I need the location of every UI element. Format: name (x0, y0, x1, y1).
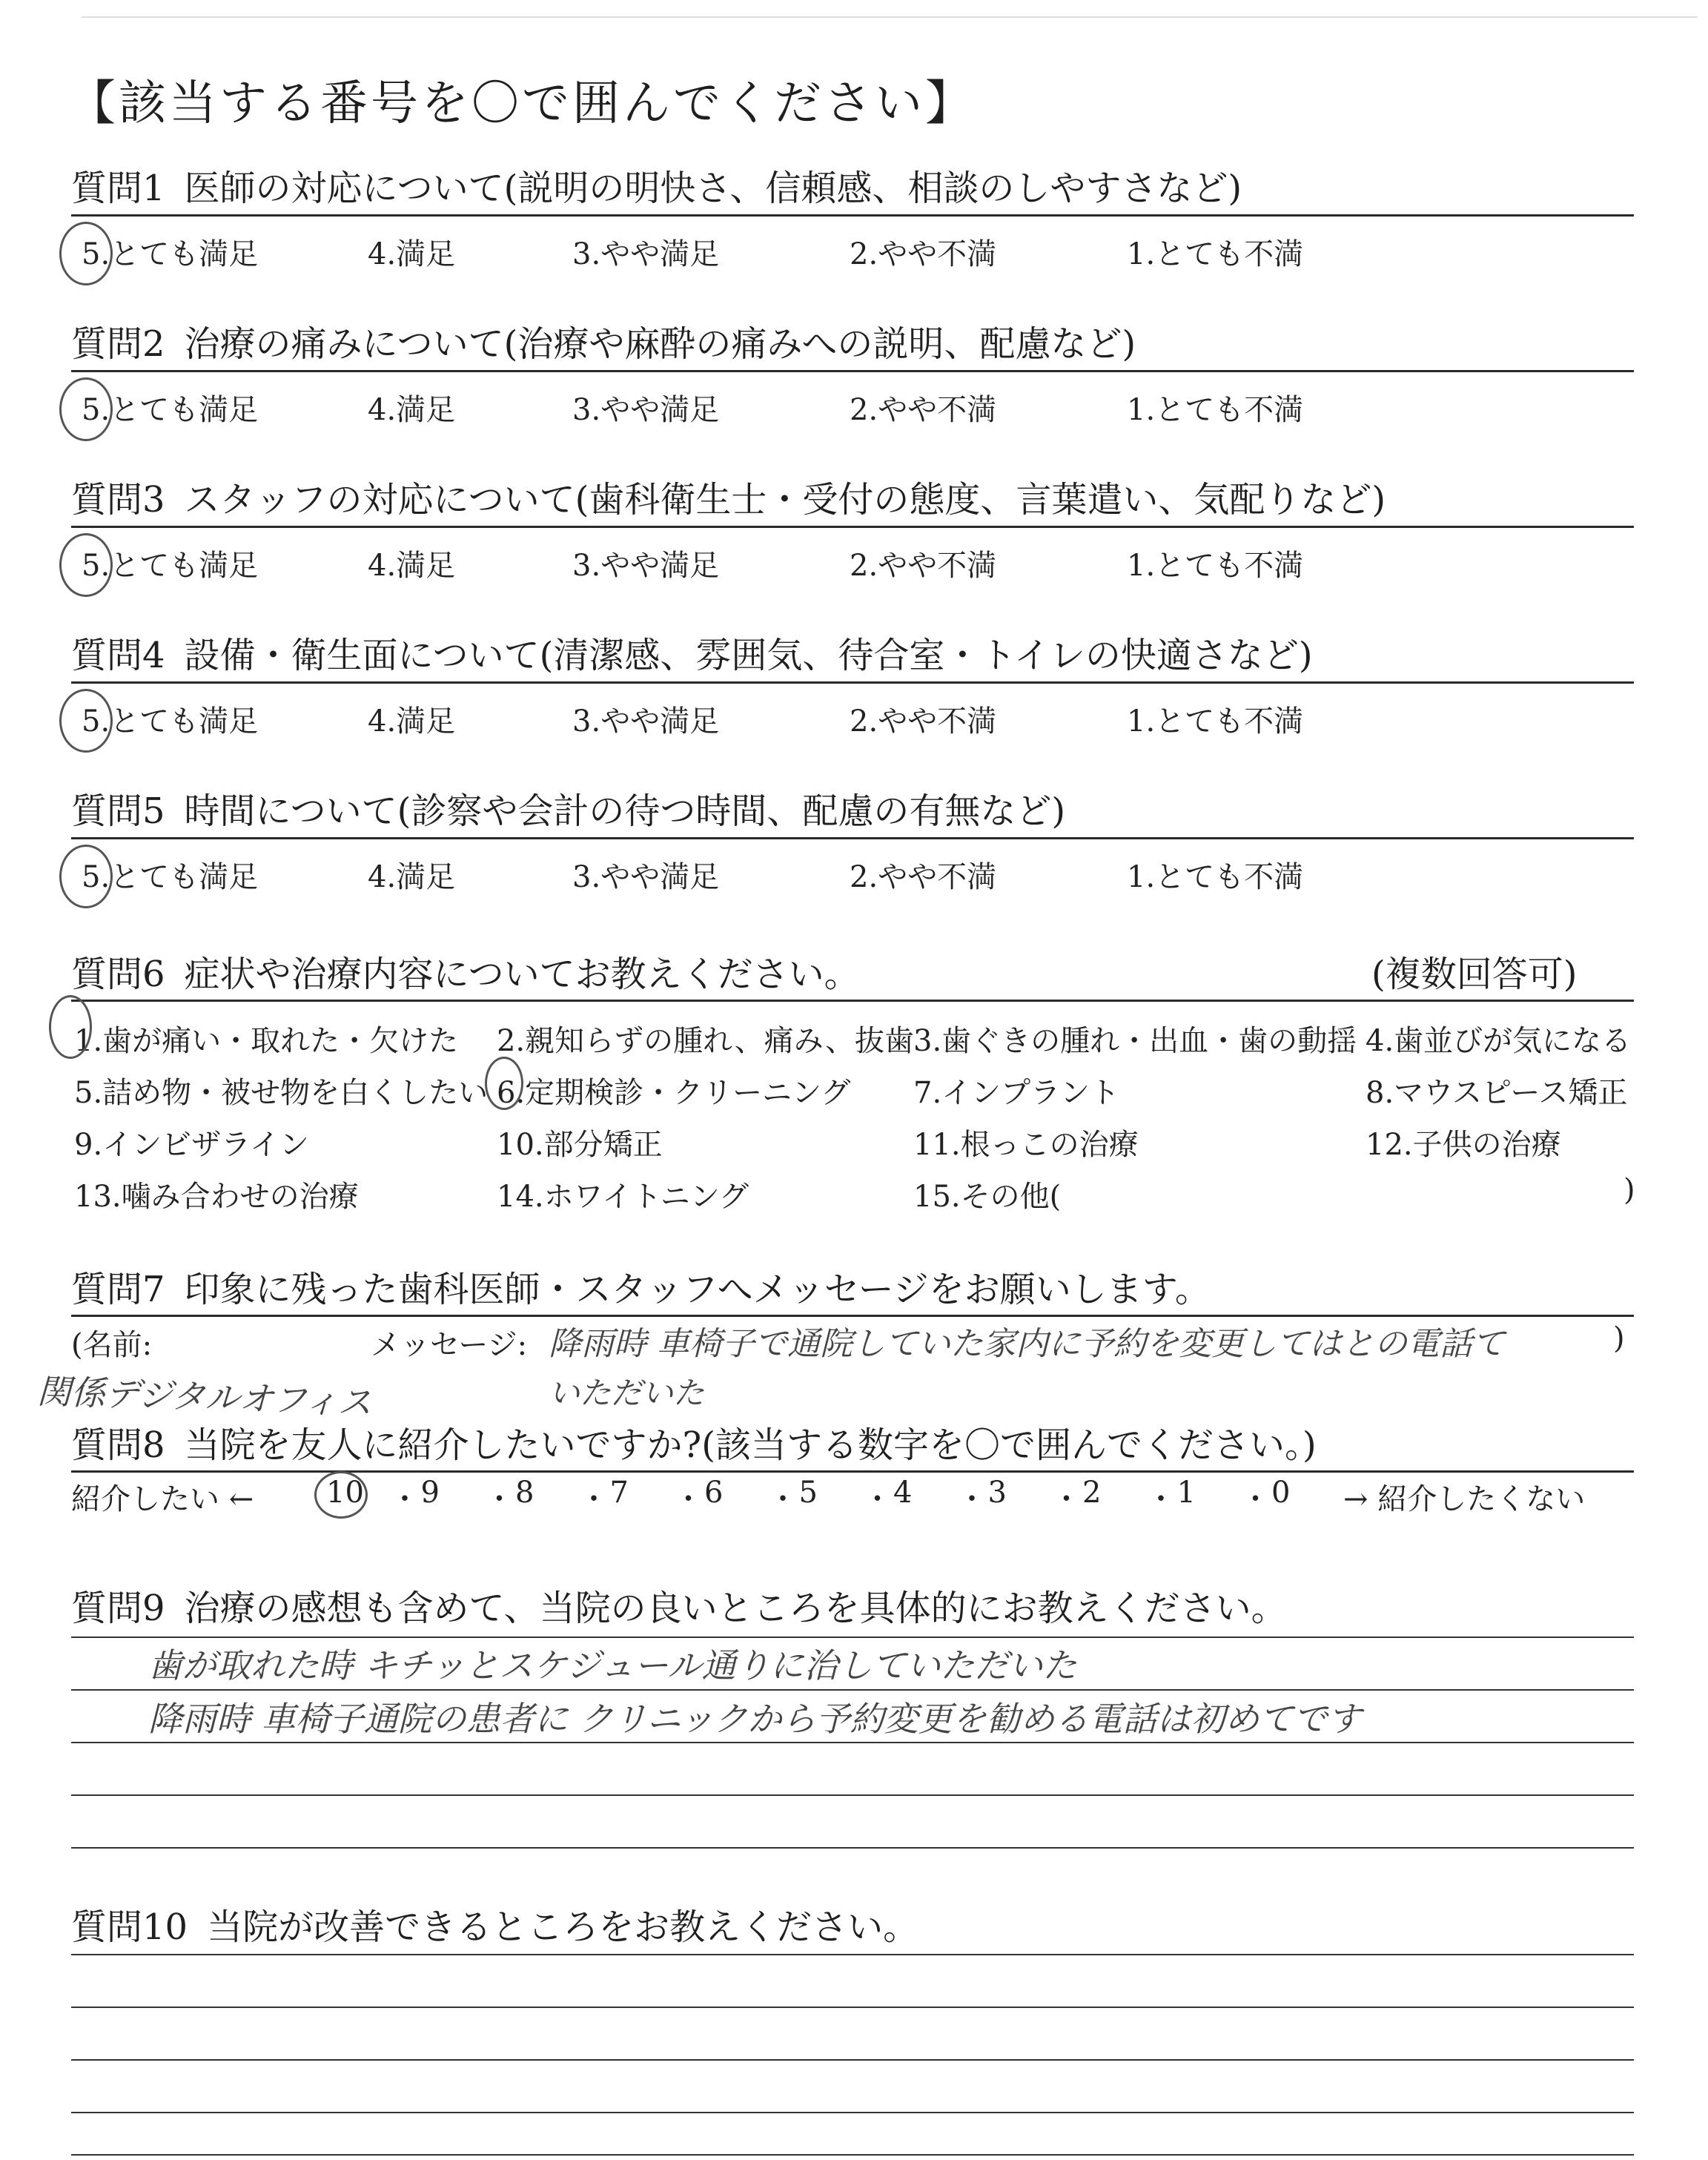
q8-separator-dot: ・ (673, 1482, 704, 1516)
q6-option-3[interactable]: 3.歯ぐきの腫れ・出血・歯の動揺 (913, 1024, 1357, 1058)
q3-option-2[interactable]: 2.やや不満 (850, 549, 997, 583)
q8-scale-1[interactable]: 1 (1176, 1476, 1196, 1510)
q8-separator-dot: ・ (1240, 1482, 1271, 1516)
q7-message-handwritten-line1: 降雨時 車椅子で通院していた家内に予約を変更してはとの電話て (549, 1325, 1505, 1363)
q8-separator-dot: ・ (390, 1482, 420, 1516)
q6-option-8[interactable]: 8.マウスピース矯正 (1366, 1076, 1628, 1110)
q8-scale-8[interactable]: 8 (515, 1476, 534, 1510)
q1-option-3[interactable]: 3.やや満足 (572, 237, 720, 271)
q6-option-6[interactable]: 6.定期検診・クリーニング (497, 1076, 851, 1110)
q5-option-5[interactable]: 5.とても満足 (82, 860, 259, 894)
q9-rule-4 (71, 1794, 1634, 1796)
q4-heading (71, 627, 1313, 678)
q10-number: 質問10 (71, 1906, 188, 1948)
q4-option-3[interactable]: 3.やや満足 (572, 704, 720, 739)
q7-message-handwritten-line2: いただいた (549, 1375, 705, 1411)
q3-option-4[interactable]: 4.満足 (368, 549, 456, 583)
q8-separator-dot: ・ (484, 1482, 514, 1516)
q6-option-15[interactable]: 15.その他( (913, 1180, 1062, 1214)
q1-text: 医師の対応について(説明の明快さ、信頼感、相談のしやすさなど) (184, 168, 1242, 209)
q6-rule (71, 1000, 1634, 1002)
q1-option-5[interactable]: 5.とても満足 (82, 237, 259, 271)
q8-text: 当院を友人に紹介したいですか?(該当する数字を〇で囲んでください。) (184, 1424, 1317, 1466)
q9-handwritten-line1: 歯が取れた時 キチッとスケジュール通りに治していただいた (148, 1645, 1077, 1685)
q3-number: 質問3 (71, 479, 165, 521)
q4-option-2[interactable]: 2.やや不満 (850, 704, 997, 739)
q5-option-1[interactable]: 1.とても不満 (1127, 860, 1304, 894)
q8-scale-2[interactable]: 2 (1082, 1476, 1102, 1510)
q2-rule (71, 370, 1634, 372)
q2-option-5[interactable]: 5.とても満足 (82, 393, 259, 427)
q8-number: 質問8 (71, 1424, 165, 1466)
q4-option-4[interactable]: 4.満足 (368, 704, 456, 739)
q8-left-label: 紹介したい ← (71, 1482, 254, 1516)
q1-selection-circle (59, 222, 113, 285)
q7-number: 質問7 (71, 1269, 165, 1310)
form-title: 【該当する番号を〇で囲んでください】 (68, 76, 976, 131)
q6-number: 質問6 (71, 954, 165, 995)
q7-message-label: メッセージ: (371, 1328, 528, 1362)
q10-heading (71, 1898, 918, 1949)
q3-heading (71, 471, 1386, 522)
q8-scale-5[interactable]: 5 (798, 1476, 818, 1510)
q8-scale-0[interactable]: 0 (1271, 1476, 1291, 1510)
q1-option-1[interactable]: 1.とても不満 (1127, 237, 1304, 271)
page-top-edge (82, 16, 1698, 18)
q10-rule-5 (71, 2154, 1634, 2156)
q8-separator-dot: ・ (1051, 1482, 1082, 1516)
q2-option-1[interactable]: 1.とても不満 (1127, 393, 1304, 427)
q6-option-10[interactable]: 10.部分矯正 (497, 1128, 663, 1162)
q8-rule (71, 1470, 1634, 1473)
q7-close-paren: ) (1613, 1321, 1625, 1355)
q3-text: スタッフの対応について(歯科衛生士・受付の態度、言葉遣い、気配りなど) (184, 479, 1386, 521)
q10-text: 当院が改善できるところをお教えください。 (207, 1906, 919, 1948)
q7-text: 印象に残った歯科医師・スタッフへメッセージをお願いします。 (184, 1269, 1211, 1310)
q10-rule-4 (71, 2112, 1634, 2113)
q8-scale-10[interactable]: 10 (326, 1476, 364, 1510)
q6-other-close-paren: ) (1623, 1173, 1635, 1207)
q6-text: 症状や治療内容についてお教えください。 (184, 954, 860, 995)
q5-option-3[interactable]: 3.やや満足 (572, 860, 720, 894)
q6-option-5[interactable]: 5.詰め物・被せ物を白くしたい (74, 1076, 489, 1110)
q4-selection-circle (59, 689, 113, 753)
q9-rule-1 (71, 1636, 1634, 1638)
q5-number: 質問5 (71, 790, 165, 832)
q5-heading (71, 782, 1065, 833)
q7-heading (71, 1261, 1211, 1312)
q8-separator-dot: ・ (862, 1482, 893, 1516)
q1-option-4[interactable]: 4.満足 (368, 237, 456, 271)
q10-rule-3 (71, 2059, 1634, 2061)
q3-option-5[interactable]: 5.とても満足 (82, 549, 259, 583)
q8-scale-7[interactable]: 7 (609, 1476, 629, 1510)
q9-rule-3 (71, 1742, 1634, 1743)
q8-scale-6[interactable]: 6 (704, 1476, 724, 1510)
q7-name-label: (名前: (71, 1328, 153, 1362)
q6-option-9[interactable]: 9.インビザライン (74, 1128, 309, 1162)
q2-option-2[interactable]: 2.やや不満 (850, 393, 997, 427)
q5-option-4[interactable]: 4.満足 (368, 860, 456, 894)
q10-rule-2 (71, 2007, 1634, 2008)
q4-rule (71, 681, 1634, 684)
q10-rule-1 (71, 1954, 1634, 1955)
q9-heading (71, 1579, 1287, 1631)
q8-scale-4[interactable]: 4 (893, 1476, 913, 1510)
q2-option-3[interactable]: 3.やや満足 (572, 393, 720, 427)
q3-option-1[interactable]: 1.とても不満 (1127, 549, 1304, 583)
q6-option-7[interactable]: 7.インプラント (913, 1076, 1120, 1110)
q3-rule (71, 526, 1634, 528)
q2-number: 質問2 (71, 323, 165, 365)
q8-scale-3[interactable]: 3 (987, 1476, 1007, 1510)
q9-number: 質問9 (71, 1588, 165, 1629)
q9-rule-5 (71, 1847, 1634, 1849)
q2-heading (71, 315, 1136, 366)
q3-option-3[interactable]: 3.やや満足 (572, 549, 720, 583)
q6-note: (複数回答可) (1371, 954, 1578, 995)
q1-rule (71, 214, 1634, 217)
q8-scale-9[interactable]: 9 (420, 1476, 440, 1510)
q4-number: 質問4 (71, 635, 165, 676)
q9-rule-2 (71, 1689, 1634, 1691)
q8-separator-dot: ・ (957, 1482, 987, 1516)
q7-name-handwritten: 関係デジタルオフィス (36, 1371, 373, 1423)
q4-option-5[interactable]: 5.とても満足 (82, 704, 259, 739)
q6-option-14[interactable]: 14.ホワイトニング (497, 1180, 749, 1214)
q8-right-label: → 紹介したくない (1343, 1482, 1586, 1516)
q5-text: 時間について(診察や会計の待つ時間、配慮の有無など) (184, 790, 1066, 832)
q8-separator-dot: ・ (768, 1482, 798, 1516)
q6-heading (71, 945, 860, 997)
q1-option-2[interactable]: 2.やや不満 (850, 237, 997, 271)
q8-separator-dot: ・ (579, 1482, 609, 1516)
q5-rule (71, 837, 1634, 839)
q9-handwritten-line2: 降雨時 車椅子通院の患者に クリニックから予約変更を勧める電話は初めてです (148, 1699, 1362, 1739)
q4-option-1[interactable]: 1.とても不満 (1127, 704, 1304, 739)
q1-heading (71, 159, 1242, 211)
q9-text: 治療の感想も含めて、当院の良いところを具体的にお教えください。 (184, 1588, 1287, 1629)
q6-option-4[interactable]: 4.歯並びが気になる (1366, 1024, 1632, 1058)
q3-selection-circle (59, 533, 113, 597)
q8-selection-circle (314, 1471, 368, 1519)
q8-separator-dot: ・ (1146, 1482, 1176, 1516)
q6-option-12[interactable]: 12.子供の治療 (1366, 1128, 1561, 1162)
q8-heading (71, 1416, 1317, 1467)
q6-option-1[interactable]: 1.歯が痛い・取れた・欠けた (74, 1024, 459, 1058)
q6-option-2[interactable]: 2.親知らずの腫れ、痛み、抜歯 (497, 1024, 914, 1058)
q4-text: 設備・衛生面について(清潔感、雰囲気、待合室・トイレの快適さなど) (184, 635, 1313, 676)
q5-selection-circle (59, 845, 113, 908)
q2-selection-circle (59, 377, 113, 441)
q2-option-4[interactable]: 4.満足 (368, 393, 456, 427)
q6-option-1-selection-circle (49, 995, 92, 1059)
q6-option-13[interactable]: 13.噛み合わせの治療 (74, 1180, 359, 1214)
q2-text: 治療の痛みについて(治療や麻酔の痛みへの説明、配慮など) (184, 323, 1136, 365)
q6-option-6-selection-circle (485, 1057, 523, 1110)
q1-number: 質問1 (71, 168, 165, 209)
q6-option-11[interactable]: 11.根っこの治療 (913, 1128, 1139, 1162)
q5-option-2[interactable]: 2.やや不満 (850, 860, 997, 894)
